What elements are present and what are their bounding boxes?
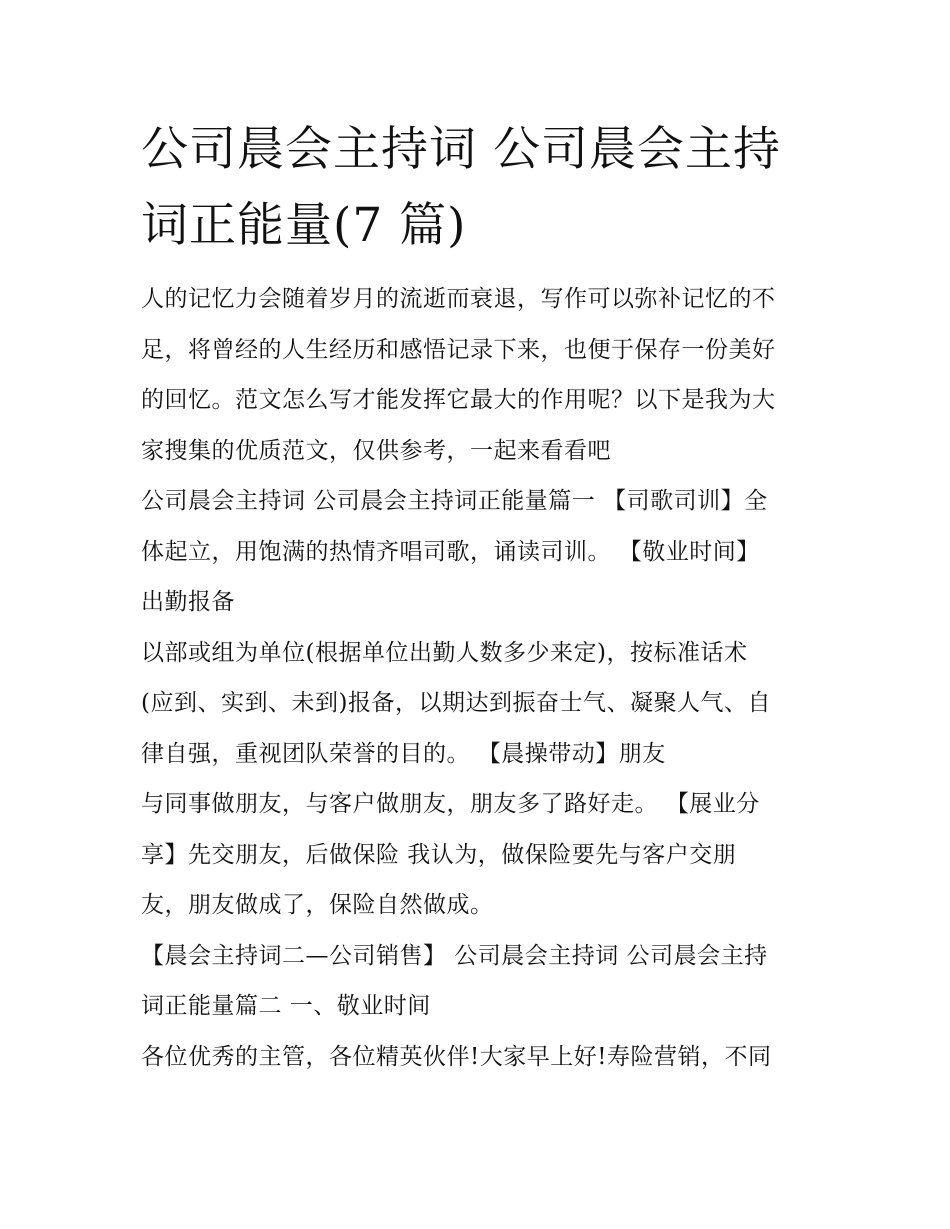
body-line: 体起立，用饱满的热情齐唱司歌，诵读司训。 【敬业时间】 — [141, 538, 760, 565]
body-line: 词正能量篇二 一、敬业时间 — [141, 993, 431, 1019]
document-body — [141, 274, 821, 1082]
title-line: 词正能量(7 篇) — [141, 198, 467, 253]
title-line: 公司晨会主持词 公司晨会主持 — [141, 122, 781, 177]
body-line: 各位优秀的主管，各位精英伙伴!大家早上好!寿险营销，不同 — [141, 1043, 772, 1070]
body-line: 足，将曾经的人生经历和感悟记录下来，也便于保存一份美好 — [141, 336, 776, 363]
body-line: 公司晨会主持词 公司晨会主持词正能量篇一 【司歌司训】全 — [141, 488, 768, 514]
body-line: 的回忆。范文怎么写才能发挥它最大的作用呢？以下是我为大 — [141, 387, 776, 413]
body-line: 以部或组为单位(根据单位出勤人数多少来定)，按标准话术 — [141, 639, 748, 666]
document-title — [141, 112, 821, 264]
body-line: 友，朋友做成了，保险自然做成。 — [141, 892, 494, 918]
body-line: 【晨会主持词二—公司销售】 公司晨会主持词 公司晨会主持 — [141, 942, 768, 969]
body-line: 享】先交朋友，后做保险 我认为，做保险要先与客户交朋 — [141, 841, 737, 868]
body-line: 律自强，重视团队荣誉的目的。 【晨操带动】朋友 — [141, 740, 666, 767]
document-page — [141, 112, 821, 1082]
body-line: 人的记忆力会随着岁月的流逝而衰退，写作可以弥补记忆的不 — [141, 286, 776, 312]
body-line: 出勤报备 — [141, 589, 235, 615]
body-line: (应到、实到、未到)报备，以期达到振奋士气、凝聚人气、自 — [141, 690, 771, 716]
body-line: 与同事做朋友，与客户做朋友，朋友多了路好走。 【展业分 — [141, 791, 760, 817]
body-line: 家搜集的优质范文，仅供参考，一起来看看吧 — [141, 437, 611, 464]
